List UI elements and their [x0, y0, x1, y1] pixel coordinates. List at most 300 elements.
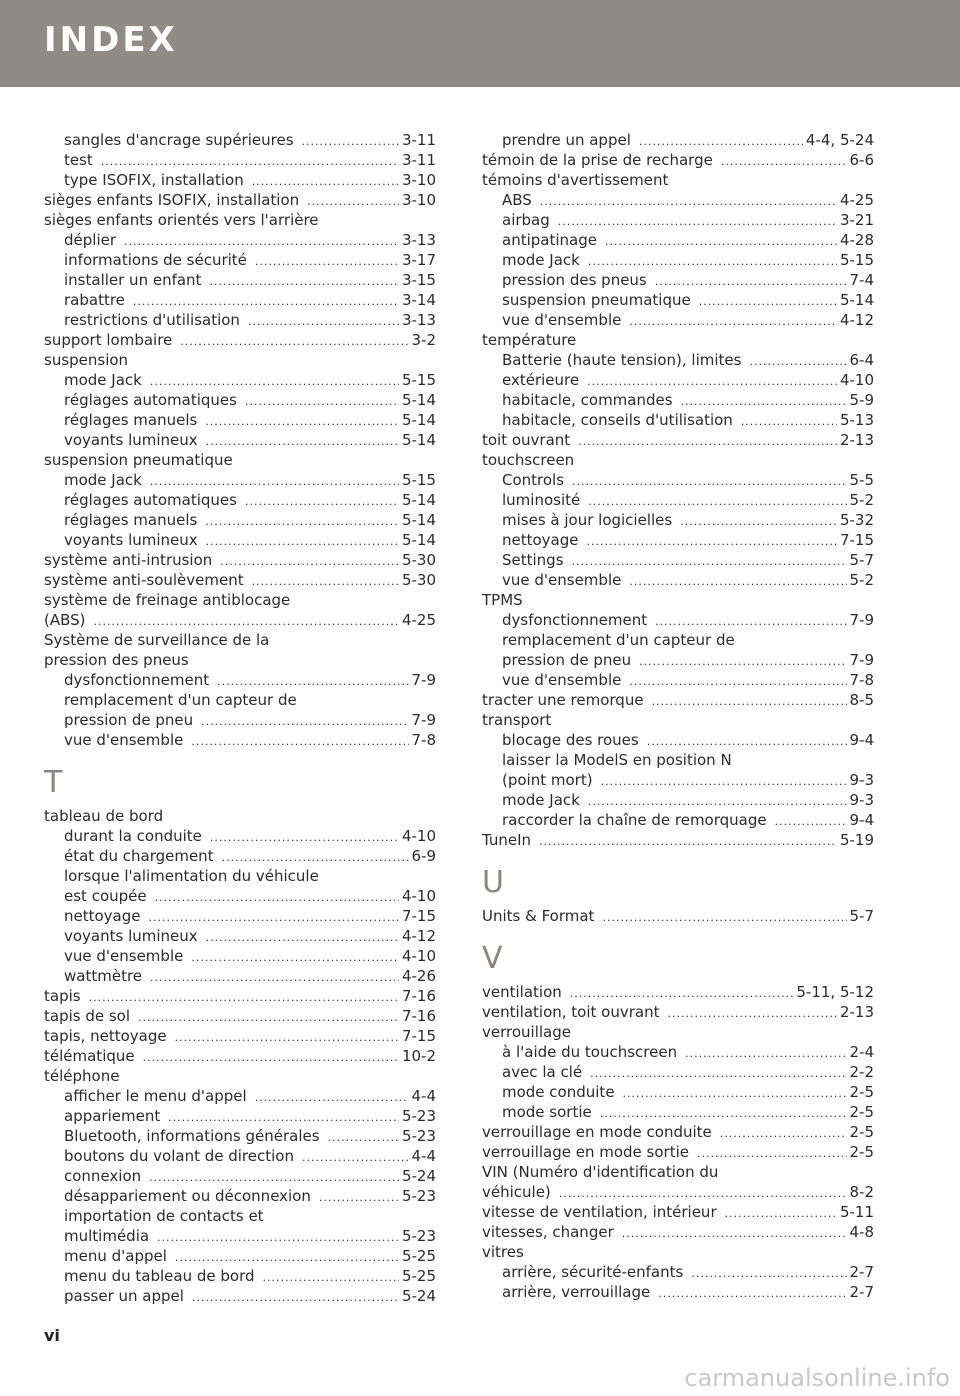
index-entry [44, 1286, 436, 1306]
index-entry [44, 846, 436, 866]
index-entry [482, 410, 874, 430]
index-heading [44, 690, 436, 710]
entry-text: arrière, verrouillage [502, 1283, 651, 1301]
entry-text: télématique [44, 1047, 135, 1065]
index-entry [482, 610, 874, 630]
index-entry [482, 270, 874, 290]
dot-leader [168, 1108, 399, 1128]
entry-page-ref: 5-25 [401, 1267, 436, 1285]
entry-page-ref: 5-15 [839, 251, 874, 269]
entry-text: Système de surveillance de la [44, 631, 270, 649]
entry-page-ref: 3-10 [401, 171, 436, 189]
index-entry [482, 250, 874, 270]
entry-page-ref: 5-32 [839, 511, 874, 529]
dot-leader [602, 908, 846, 928]
entry-text: mode Jack [64, 471, 142, 489]
entry-text: ventilation, toit ouvrant [482, 1003, 660, 1021]
dot-leader [248, 312, 399, 332]
entry-text: mode Jack [64, 371, 142, 389]
entry-text: boutons du volant de direction [64, 1147, 294, 1165]
dot-leader [652, 692, 847, 712]
entry-page-ref: 5-15 [401, 371, 436, 389]
index-entry [482, 310, 874, 330]
entry-text: pression de pneu [64, 711, 194, 729]
entry-page-ref: 2-2 [849, 1063, 874, 1081]
entry-text: type ISOFIX, installation [64, 171, 244, 189]
entry-text: pression des pneus [502, 271, 647, 289]
dot-leader [124, 232, 399, 252]
entry-text: sièges enfants ISOFIX, installation [44, 191, 300, 209]
entry-text: ABS [502, 191, 532, 209]
index-entry [44, 966, 436, 986]
entry-text: prendre un appel [502, 131, 631, 149]
index-heading [44, 650, 436, 670]
entry-page-ref: 7-8 [849, 671, 874, 689]
dot-leader [150, 372, 399, 392]
dot-leader [150, 968, 399, 988]
entry-text: température [482, 331, 577, 349]
index-entry [482, 550, 874, 570]
entry-page-ref: 4-8 [849, 1223, 874, 1241]
entry-page-ref: 7-9 [411, 711, 436, 729]
entry-text: touchscreen [482, 451, 575, 469]
index-entry [482, 790, 874, 810]
index-entry [482, 1142, 874, 1162]
entry-text: système anti-soulèvement [44, 571, 244, 589]
entry-text: réglages manuels [64, 511, 198, 529]
index-entry [482, 1282, 874, 1302]
index-entry [44, 1006, 436, 1026]
index-entry [44, 430, 436, 450]
entry-page-ref: 5-7 [849, 907, 874, 925]
index-heading [44, 1066, 436, 1086]
entry-text: vue d'ensemble [502, 571, 622, 589]
index-heading [482, 330, 874, 350]
entry-page-ref: 5-14 [401, 431, 436, 449]
entry-text: laisser la ModelS en position N [502, 751, 732, 769]
index-heading [44, 590, 436, 610]
entry-text: dysfonctionnement [502, 611, 648, 629]
index-letter-heading: V [482, 941, 503, 976]
entry-text: Units & Format [482, 907, 595, 925]
entry-page-ref: 3-2 [411, 331, 436, 349]
entry-text: voyants lumineux [64, 431, 198, 449]
dot-leader [587, 532, 837, 552]
entry-text: vue d'ensemble [64, 731, 184, 749]
entry-page-ref: 5-14 [839, 291, 874, 309]
index-heading [482, 170, 874, 190]
entry-text: vitesse de ventilation, intérieur [482, 1203, 717, 1221]
entry-text: blocage des roues [502, 731, 639, 749]
index-entry [482, 1042, 874, 1062]
entry-text: téléphone [44, 1067, 120, 1085]
entry-text: connexion [64, 1167, 142, 1185]
entry-text: suspension [44, 351, 129, 369]
index-entry [482, 490, 874, 510]
entry-page-ref: 5-30 [401, 571, 436, 589]
dot-leader [658, 1284, 846, 1304]
entry-page-ref: 5-24 [401, 1167, 436, 1185]
index-entry [44, 330, 436, 350]
entry-page-ref: 5-11 [839, 1203, 874, 1221]
index-heading [44, 806, 436, 826]
entry-page-ref: 2-5 [849, 1143, 874, 1161]
entry-page-ref: 4-4, 5-24 [805, 131, 874, 149]
index-entry [482, 982, 874, 1002]
entry-text: toit ouvrant [482, 431, 571, 449]
entry-text: tableau de bord [44, 807, 164, 825]
entry-text: appariement [64, 1107, 161, 1125]
entry-page-ref: 5-23 [401, 1127, 436, 1145]
dot-leader [681, 392, 847, 412]
dot-leader [667, 1004, 836, 1024]
entry-page-ref: 7-16 [401, 1007, 436, 1025]
index-heading [482, 590, 874, 610]
index-entry [44, 946, 436, 966]
entry-page-ref: 5-14 [401, 391, 436, 409]
dot-leader [89, 988, 399, 1008]
entry-page-ref: 5-19 [839, 831, 874, 849]
entry-page-ref: 5-13 [839, 411, 874, 429]
entry-text: remplacement d'un capteur de [64, 691, 297, 709]
dot-leader [155, 888, 399, 908]
dot-leader [101, 152, 399, 172]
dot-leader [639, 132, 803, 152]
entry-page-ref: 4-25 [839, 191, 874, 209]
entry-text: déplier [64, 231, 117, 249]
dot-leader [217, 672, 408, 692]
dot-leader [206, 532, 399, 552]
entry-page-ref: 3-17 [401, 251, 436, 269]
entry-text: pression des pneus [44, 651, 189, 669]
entry-text: voyants lumineux [64, 531, 198, 549]
entry-page-ref: 9-3 [849, 771, 874, 789]
entry-page-ref: 9-4 [849, 811, 874, 829]
index-entry [44, 1086, 436, 1106]
dot-leader [558, 212, 837, 232]
dot-leader [605, 232, 837, 252]
entry-page-ref: 2-7 [849, 1263, 874, 1281]
index-entry [482, 150, 874, 170]
entry-text: vue d'ensemble [502, 311, 622, 329]
dot-leader [725, 1204, 837, 1224]
entry-text: Settings [502, 551, 564, 569]
entry-page-ref: 4-4 [411, 1147, 436, 1165]
index-entry [482, 290, 874, 310]
entry-page-ref: 5-7 [849, 551, 874, 569]
index-entry [482, 830, 874, 850]
entry-page-ref: 7-4 [849, 271, 874, 289]
index-entry [44, 1226, 436, 1246]
dot-leader [180, 332, 408, 352]
entry-page-ref: 5-15 [401, 471, 436, 489]
index-column-right [482, 130, 874, 1302]
entry-text: avec la clé [502, 1063, 583, 1081]
dot-leader [588, 252, 837, 272]
dot-leader [210, 828, 399, 848]
index-entry [44, 490, 436, 510]
dot-leader [302, 1148, 409, 1168]
dot-leader [540, 192, 837, 212]
dot-leader [639, 652, 846, 672]
index-entry [482, 1082, 874, 1102]
header-bar [0, 0, 960, 87]
entry-text: Controls [502, 471, 565, 489]
dot-leader [629, 672, 846, 692]
dot-leader [191, 732, 408, 752]
entry-text: tracter une remorque [482, 691, 644, 709]
index-entry [482, 1002, 874, 1022]
index-entry [44, 926, 436, 946]
index-heading [482, 450, 874, 470]
dot-leader [245, 492, 399, 512]
entry-text: état du chargement [64, 847, 214, 865]
entry-page-ref: 4-4 [411, 1087, 436, 1105]
index-entry [44, 1266, 436, 1286]
dot-leader [559, 1184, 847, 1204]
dot-leader [647, 732, 847, 752]
entry-text: (point mort) [502, 771, 593, 789]
entry-page-ref: 5-11, 5-12 [796, 983, 874, 1001]
entry-text: vue d'ensemble [502, 671, 622, 689]
entry-page-ref: 5-25 [401, 1247, 436, 1265]
dot-leader [205, 412, 399, 432]
dot-leader [629, 572, 846, 592]
index-entry [44, 310, 436, 330]
index-entry [44, 170, 436, 190]
entry-text: mode sortie [502, 1103, 592, 1121]
index-entry [482, 470, 874, 490]
entry-text: rabattre [64, 291, 125, 309]
index-heading [482, 1162, 874, 1182]
dot-leader [209, 272, 399, 292]
entry-text: remplacement d'un capteur de [502, 631, 735, 649]
dot-leader [539, 832, 837, 852]
index-letter-heading: T [44, 765, 63, 800]
entry-page-ref: 4-10 [401, 947, 436, 965]
entry-page-ref: 4-10 [401, 887, 436, 905]
entry-text: ventilation [482, 983, 562, 1001]
index-heading [44, 450, 436, 470]
index-entry [44, 1146, 436, 1166]
index-entry [482, 1182, 874, 1202]
entry-page-ref: 4-28 [839, 231, 874, 249]
entry-text: dysfonctionnement [64, 671, 210, 689]
index-entry [482, 1122, 874, 1142]
dot-leader [201, 712, 408, 732]
index-entry [482, 810, 874, 830]
entry-text: verrouillage en mode sortie [482, 1143, 689, 1161]
entry-page-ref: 8-5 [849, 691, 874, 709]
entry-text: menu d'appel [64, 1247, 167, 1265]
entry-text: réglages automatiques [64, 391, 237, 409]
entry-text: lorsque l'alimentation du véhicule [64, 867, 319, 885]
entry-page-ref: 2-7 [849, 1283, 874, 1301]
entry-page-ref: 7-16 [401, 987, 436, 1005]
entry-page-ref: 5-2 [849, 491, 874, 509]
index-entry [44, 230, 436, 250]
entry-text: multimédia [64, 1227, 150, 1245]
entry-text: TPMS [482, 591, 523, 609]
dot-leader [741, 412, 837, 432]
index-entry [44, 1026, 436, 1046]
index-entry [44, 410, 436, 430]
dot-leader [587, 372, 837, 392]
index-entry [44, 150, 436, 170]
dot-leader [699, 292, 837, 312]
dot-leader [691, 1264, 846, 1284]
entry-page-ref: 4-25 [401, 611, 436, 629]
entry-text: durant la conduite [64, 827, 202, 845]
index-entry [482, 230, 874, 250]
index-heading [44, 210, 436, 230]
entry-page-ref: 5-23 [401, 1107, 436, 1125]
index-entry [482, 670, 874, 690]
entry-text: mises à jour logicielles [502, 511, 673, 529]
index-letter-heading: U [482, 865, 504, 900]
index-entry [482, 510, 874, 530]
entry-page-ref: 5-23 [401, 1227, 436, 1245]
entry-page-ref: 9-3 [849, 791, 874, 809]
entry-text: sangles d'ancrage supérieures [64, 131, 294, 149]
entry-page-ref: 2-4 [849, 1043, 874, 1061]
entry-page-ref: 3-11 [401, 151, 436, 169]
dot-leader [697, 1144, 847, 1164]
dot-leader [94, 612, 399, 632]
index-heading [44, 1206, 436, 1226]
index-entry [44, 250, 436, 270]
dot-leader [143, 1048, 399, 1068]
dot-leader [588, 792, 847, 812]
entry-text: témoin de la prise de recharge [482, 151, 713, 169]
index-entry [44, 390, 436, 410]
dot-leader [600, 1104, 847, 1124]
index-heading [482, 710, 874, 730]
index-entry [482, 370, 874, 390]
entry-page-ref: 6-9 [411, 847, 436, 865]
dot-leader [578, 432, 837, 452]
entry-page-ref: 4-10 [401, 827, 436, 845]
index-heading [44, 866, 436, 886]
entry-text: suspension pneumatique [44, 451, 233, 469]
index-entry [44, 270, 436, 290]
entry-text: est coupée [64, 887, 147, 905]
index-entry [482, 1202, 874, 1222]
entry-text: transport [482, 711, 552, 729]
index-entry [482, 770, 874, 790]
index-entry [44, 610, 436, 630]
index-entry [482, 390, 874, 410]
entry-page-ref: 2-5 [849, 1083, 874, 1101]
entry-text: VIN (Numéro d'identification du [482, 1163, 719, 1181]
index-entry [44, 290, 436, 310]
entry-page-ref: 3-13 [401, 311, 436, 329]
dot-leader [588, 492, 846, 512]
index-entry [44, 1186, 436, 1206]
entry-text: suspension pneumatique [502, 291, 691, 309]
dot-leader [175, 1248, 399, 1268]
dot-leader [245, 392, 399, 412]
entry-text: mode conduite [502, 1083, 615, 1101]
dot-leader [133, 292, 399, 312]
entry-page-ref: 5-14 [401, 411, 436, 429]
entry-text: Batterie (haute tension), limites [502, 351, 742, 369]
index-heading [482, 1242, 874, 1262]
dot-leader [775, 812, 847, 832]
entry-page-ref: 4-12 [839, 311, 874, 329]
entry-text: à l'aide du touchscreen [502, 1043, 678, 1061]
entry-page-ref: 7-8 [411, 731, 436, 749]
entry-page-ref: 5-9 [849, 391, 874, 409]
entry-page-ref: 5-14 [401, 531, 436, 549]
entry-text: mode Jack [502, 791, 580, 809]
entry-text: pression de pneu [502, 651, 632, 669]
entry-text: antipatinage [502, 231, 597, 249]
entry-text: témoins d'avertissement [482, 171, 669, 189]
entry-text: wattmètre [64, 967, 143, 985]
index-entry [482, 430, 874, 450]
index-entry [44, 1106, 436, 1126]
entry-text: informations de sécurité [64, 251, 247, 269]
dot-leader [572, 472, 846, 492]
index-heading [482, 1022, 874, 1042]
entry-text: tapis [44, 987, 81, 1005]
entry-text: réglages manuels [64, 411, 198, 429]
index-entry [482, 1062, 874, 1082]
index-entry [482, 130, 874, 150]
entry-page-ref: 5-24 [401, 1287, 436, 1305]
dot-leader [220, 552, 399, 572]
entry-page-ref: 3-13 [401, 231, 436, 249]
entry-page-ref: 9-4 [849, 731, 874, 749]
entry-page-ref: 6-4 [849, 351, 874, 369]
watermark: carmanualsonline.info [684, 1364, 950, 1392]
dot-leader [302, 132, 399, 152]
entry-text: tapis, nettoyage [44, 1027, 167, 1045]
index-entry [44, 530, 436, 550]
entry-page-ref: 7-15 [839, 531, 874, 549]
entry-text: extérieure [502, 371, 580, 389]
page-number: vi [44, 1326, 60, 1345]
entry-text: installer un enfant [64, 271, 202, 289]
entry-text: verrouillage en mode conduite [482, 1123, 712, 1141]
index-entry [44, 670, 436, 690]
index-entry [482, 1222, 874, 1242]
index-entry [44, 190, 436, 210]
entry-page-ref: 7-15 [401, 907, 436, 925]
index-entry [44, 130, 436, 150]
index-entry [44, 826, 436, 846]
entry-text: restrictions d'utilisation [64, 311, 240, 329]
dot-leader [205, 512, 399, 532]
dot-leader [175, 1028, 399, 1048]
entry-page-ref: 7-15 [401, 1027, 436, 1045]
index-entry [482, 350, 874, 370]
entry-text: désappariement ou déconnexion [64, 1187, 311, 1205]
entry-page-ref: 5-14 [401, 511, 436, 529]
entry-text: réglages automatiques [64, 491, 237, 509]
dot-leader [191, 948, 399, 968]
index-entry [44, 1046, 436, 1066]
entry-page-ref: 5-30 [401, 551, 436, 569]
index-entry [44, 510, 436, 530]
entry-text: Bluetooth, informations générales [64, 1127, 320, 1145]
index-entry [44, 370, 436, 390]
index-entry [482, 570, 874, 590]
dot-leader [572, 552, 847, 572]
entry-page-ref: 3-11 [401, 131, 436, 149]
entry-page-ref: 7-9 [849, 651, 874, 669]
